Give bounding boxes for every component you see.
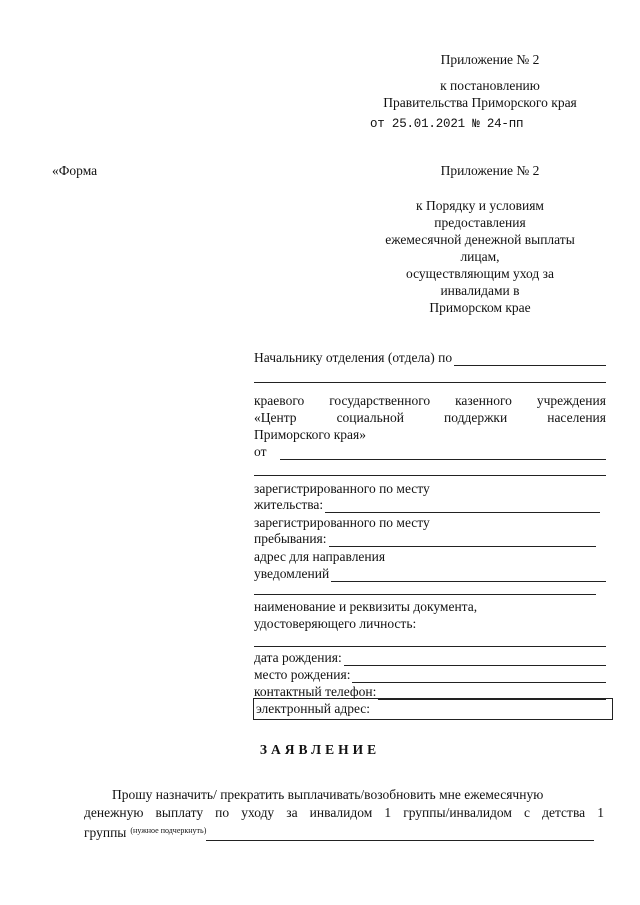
birth-place-label: место рождения: (254, 667, 351, 682)
institution-word: «Центр (254, 410, 297, 425)
birth-date-field[interactable] (344, 653, 606, 666)
addressee-head-label: Начальнику отделения (отдела) по (254, 350, 453, 365)
statement-word: уходу (241, 805, 275, 820)
institution-line-3: Приморского края» (254, 427, 366, 442)
stay-field[interactable] (329, 534, 596, 547)
statement-group-word: группы (84, 825, 127, 840)
header-date-number: от 25.01.2021 № 24-пп (370, 117, 524, 131)
phone-label: контактный телефон: (254, 684, 377, 699)
from-field[interactable] (280, 447, 606, 460)
institution-word: учреждения (536, 393, 606, 408)
address-row (254, 566, 606, 582)
from-row (254, 444, 606, 460)
id-doc-blank-line[interactable] (254, 646, 606, 647)
birth-place-row (254, 667, 606, 683)
statement-line-3 (84, 823, 594, 841)
stay-label-2: пребывания: (254, 531, 327, 546)
form-label: «Форма (52, 163, 98, 178)
subheader-line: ежемесячной денежной выплаты (385, 232, 575, 247)
id-doc-label-1: наименование и реквизиты документа, (254, 599, 478, 614)
institution-word: краевого (254, 393, 305, 408)
statement-word: за (286, 805, 298, 820)
institution-word: казенного (455, 393, 512, 408)
statement-word: 1 (597, 805, 604, 820)
email-label: электронный адрес: (256, 701, 371, 716)
statement-word: инвалидом (309, 805, 373, 820)
subheader-line: инвалидами в (440, 283, 520, 298)
residence-field[interactable] (325, 500, 600, 513)
addressee-blank-line[interactable] (254, 382, 606, 383)
statement-line-3-field[interactable] (206, 828, 594, 841)
header-government: Правительства Приморского края (383, 95, 577, 110)
institution-line-1 (254, 393, 606, 409)
underline-note: (нужное подчеркнуть) (130, 826, 207, 835)
institution-line-2 (254, 410, 606, 426)
institution-word: социальной (336, 410, 404, 425)
addressee-head-row (254, 350, 606, 366)
residence-row (254, 497, 600, 513)
statement-line-1: Прошу назначить/ прекратить выплачивать/возобновить мне ежемесячную (112, 787, 544, 802)
address-label-2: уведомлений (254, 566, 330, 581)
stay-row (254, 531, 596, 547)
statement-title: ЗАЯВЛЕНИЕ (259, 742, 381, 757)
birth-place-field[interactable] (352, 670, 606, 683)
subheader-line: к Порядку и условиям (416, 198, 544, 213)
from-label: от (254, 444, 267, 459)
statement-word: группы/инвалидом (403, 805, 512, 820)
stay-label-1: зарегистрированного по месту (254, 515, 430, 530)
subheader-line: осуществляющим уход за (406, 266, 554, 281)
institution-word: населения (547, 410, 606, 425)
statement-line-2 (84, 805, 604, 821)
address-blank-line[interactable] (254, 594, 596, 595)
subheader-line: Приморском крае (429, 300, 531, 315)
statement-word: 1 (384, 805, 392, 820)
institution-word: поддержки (444, 410, 508, 425)
statement-word: по (215, 805, 230, 820)
from-blank-line[interactable] (254, 475, 606, 476)
statement-word: детства (542, 805, 586, 820)
statement-word: денежную (84, 805, 144, 820)
id-doc-label-2: удостоверяющего личность: (254, 616, 417, 631)
birth-date-label: дата рождения: (254, 650, 342, 665)
subheader-appendix-number: Приложение № 2 (440, 163, 540, 178)
statement-word: с (524, 805, 531, 820)
header-appendix-number: Приложение № 2 (440, 52, 540, 67)
addressee-head-field[interactable] (454, 353, 606, 366)
birth-date-row (254, 650, 606, 666)
header-to-resolution: к постановлению (440, 78, 540, 93)
subheader-line: предоставления (434, 215, 526, 230)
address-label-1: адрес для направления (254, 549, 386, 564)
subheader-line: лицам, (460, 249, 500, 264)
statement-word: выплату (155, 805, 204, 820)
institution-word: государственного (329, 393, 431, 408)
residence-label-2: жительства: (254, 497, 324, 512)
residence-label-1: зарегистрированного по месту (254, 481, 430, 496)
address-field[interactable] (331, 569, 606, 582)
